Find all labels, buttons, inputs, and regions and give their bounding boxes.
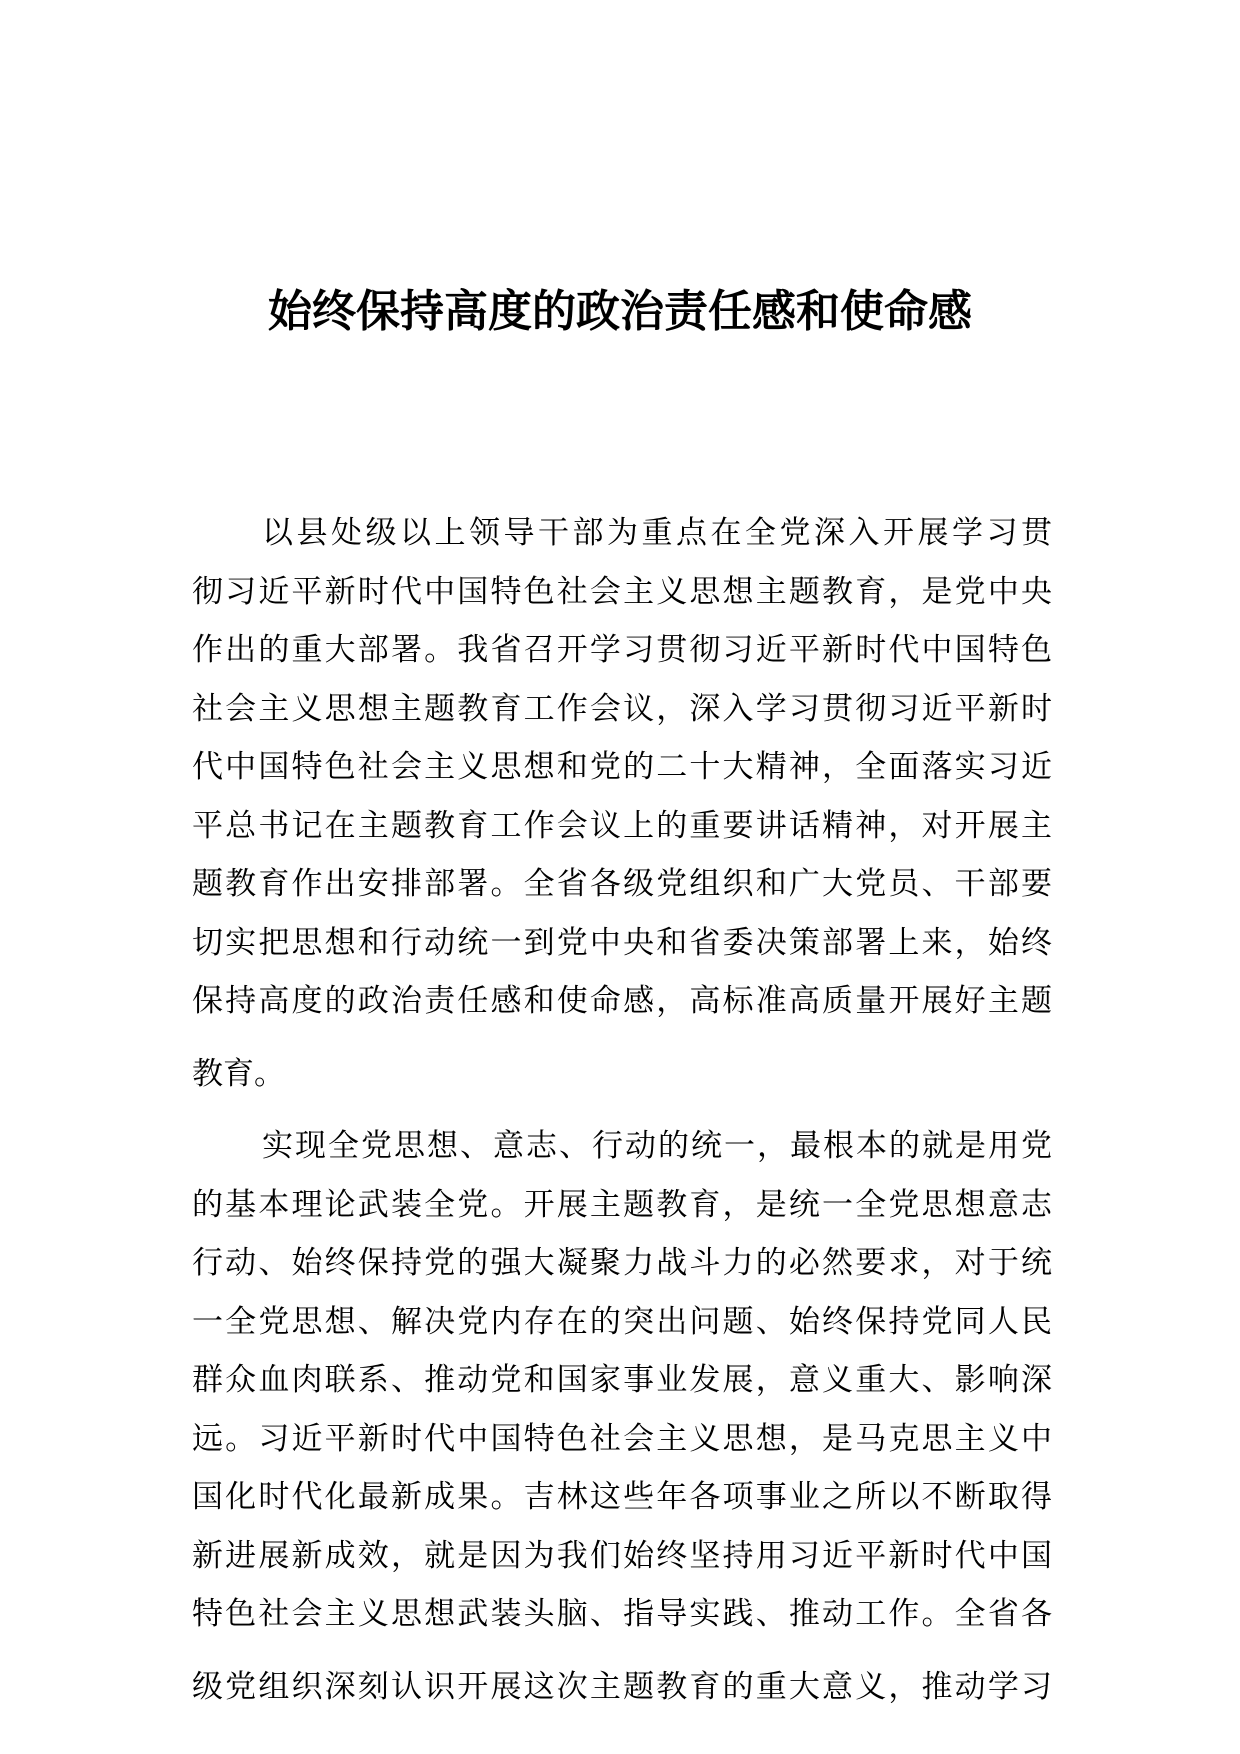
document-title: 始终保持高度的政治责任感和使命感 [268,286,972,337]
paragraph-line: 实现全党思想、意志、行动的统一，最根本的就是用党 [262,1128,1052,1164]
paragraph-line: 的基本理论武装全党。开展主题教育，是统一全党思想意志 [192,1186,1052,1223]
paragraph-line: 教育。 [192,1055,285,1092]
paragraph-line: 级党组织深刻认识开展这次主题教育的重大意义，推动学习 [192,1668,1052,1705]
paragraph-1 [192,504,1052,1103]
paragraph-line: 以县处级以上领导干部为重点在全党深入开展学习贯 [262,515,1052,551]
paragraph-line: 群众血肉联系、推动党和国家事业发展，意义重大、影响深 [192,1362,1052,1398]
paragraph-line: 保持高度的政治责任感和使命感，高标准高质量开展好主题 [192,983,1052,1019]
paragraph-line: 代中国特色社会主义思想和党的二十大精神，全面落实习近 [192,749,1052,785]
paragraph-line: 行动、始终保持党的强大凝聚力战斗力的必然要求，对于统 [192,1245,1052,1281]
paragraph-line: 作出的重大部署。我省召开学习贯彻习近平新时代中国特色 [192,632,1052,668]
document-body [192,504,1052,1716]
paragraph-2 [192,1117,1052,1716]
paragraph-line: 特色社会主义思想武装头脑、指导实践、推动工作。全省各 [192,1596,1052,1632]
paragraph-line: 切实把思想和行动统一到党中央和省委决策部署上来，始终 [192,924,1052,961]
paragraph-line: 远。习近平新时代中国特色社会主义思想，是马克思主义中 [192,1420,1052,1457]
paragraph-line: 国化时代化最新成果。吉林这些年各项事业之所以不断取得 [192,1479,1052,1515]
paragraph-line: 社会主义思想主题教育工作会议，深入学习贯彻习近平新时 [192,690,1052,727]
paragraph-line: 彻习近平新时代中国特色社会主义思想主题教育，是党中央 [192,573,1052,610]
paragraph-line: 平总书记在主题教育工作会议上的重要讲话精神，对开展主 [192,807,1052,844]
paragraph-line: 一全党思想、解决党内存在的突出问题、始终保持党同人民 [192,1303,1052,1340]
paragraph-line: 题教育作出安排部署。全省各级党组织和广大党员、干部要 [192,866,1052,902]
paragraph-line: 新进展新成效，就是因为我们始终坚持用习近平新时代中国 [192,1537,1052,1574]
